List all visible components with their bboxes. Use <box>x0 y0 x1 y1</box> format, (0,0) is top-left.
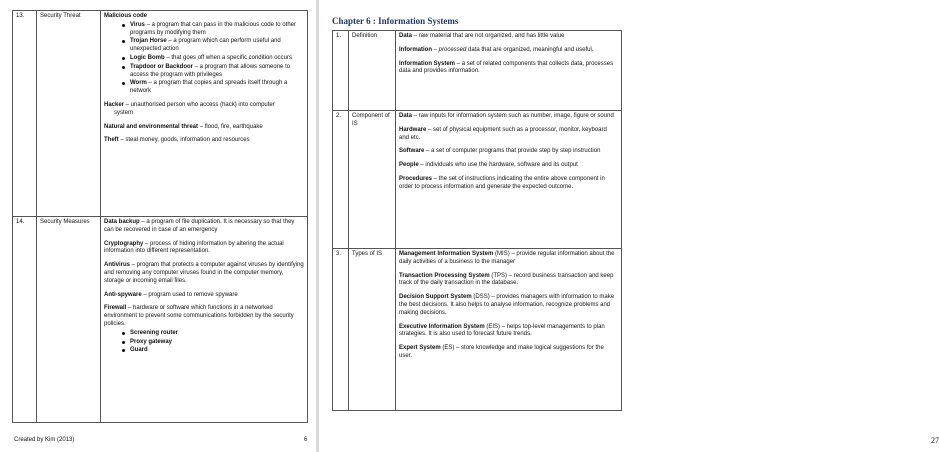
paragraph: Procedures – the set of instructions indicating the entire above component in order to process information and generate the expected outcome. <box>399 175 605 190</box>
paragraph: Hardware – set of physical equipment such as a processor, monitor, keyboard and etc. <box>399 126 607 141</box>
table-row <box>333 31 622 111</box>
table-row <box>13 217 308 423</box>
right-page <box>319 0 939 452</box>
bullet-icon <box>122 332 125 335</box>
bullet-icon <box>122 40 125 43</box>
row-number: 14. <box>13 217 37 423</box>
chapter-title: Chapter 6 : Information Systems <box>332 16 459 26</box>
bullet-icon <box>122 341 125 344</box>
paragraph: Software – a set of computer programs that provide step by step instruction <box>399 148 601 155</box>
row-number: 13. <box>13 11 37 217</box>
row-number: 3. <box>333 249 349 411</box>
paragraph: Expert System (ES) – store knowledge and make logical suggestions for the user. <box>399 345 604 359</box>
page-number: 27 <box>931 436 939 445</box>
list-item: Trojan Horse – a program which can perform useful and unexpected action <box>114 38 304 54</box>
threat-list <box>114 22 304 96</box>
bullet-icon <box>122 82 125 85</box>
row-label: Definition <box>349 31 396 111</box>
paragraph: Anti-spyware – program used to remove spyware <box>104 291 238 298</box>
paragraph: Cryptography – process of hiding information by altering the actual information into different representation. <box>104 240 284 255</box>
paragraph: Theft – steal money, goods, information and resources <box>104 137 250 144</box>
paragraph: Management Information System (MIS) – provide regular information about the daily activities of a business to the manager <box>399 251 615 265</box>
table-row <box>333 249 622 411</box>
row-label: Component of IS <box>349 111 396 249</box>
is-table <box>332 30 622 411</box>
page-number: 6 <box>304 437 308 443</box>
paragraph: Data backup – a program of file duplication. It is necessary so that they can be recovered in case of an emergency <box>104 219 295 233</box>
bullet-icon <box>122 66 125 69</box>
row-content <box>101 217 308 423</box>
heading: Malicious code <box>104 13 148 19</box>
list-item: Guard <box>114 347 304 355</box>
left-page <box>0 0 316 452</box>
list-item: Proxy gateway <box>114 339 304 347</box>
paragraph: Transaction Processing System (TPS) – record business transaction and keep track of the daily transaction in the database. <box>399 272 614 287</box>
bullet-icon <box>122 57 125 60</box>
bullet-icon <box>122 349 125 352</box>
paragraph: People – individuals who use the hardware, software and its output <box>399 162 578 169</box>
table-row <box>13 11 308 217</box>
paragraph: Executive Information System (EIS) – helps top-level managements to plan strategies. It is also used to forecast future trends. <box>399 323 605 338</box>
row-label: Security Measures <box>37 217 101 423</box>
row-number: 1. <box>333 31 349 111</box>
row-label: Security Threat <box>37 11 101 217</box>
list-item: Logic Bomb – that goes off when a specific condition occurs <box>114 55 304 63</box>
paragraph: Information System – a set of related components that collects data, processes data and provides information. <box>399 60 614 75</box>
row-number: 2. <box>333 111 349 249</box>
list-item: Virus – a program that can pass in the malicious code to other programs by modifying them <box>114 22 304 38</box>
paragraph: Decision Support System (DSS) – provides managers with information to make the best decisions. It also helps to analyse information, recognize problems and making decisions. <box>399 294 615 316</box>
row-content <box>101 11 308 217</box>
row-content <box>396 111 622 249</box>
paragraph: Data – raw material that are not organized, and has little value <box>399 33 565 39</box>
paragraph: Antivirus – program that protects a computer against viruses by identifying and removing any computer viruses found in the computer memory, storage or incoming email files. <box>104 262 304 284</box>
list-item: Screening router <box>114 330 304 338</box>
security-table <box>12 10 308 423</box>
row-label: Types of IS <box>349 249 396 411</box>
paragraph: Firewall – hardware or software which functions in a networked environment to prevent some communications forbidden by the security policies. <box>104 305 294 327</box>
list-item: Worm – a program that copies and spreads itself through a network <box>114 80 304 96</box>
paragraph: Natural and environmental threat – flood, fire, earthquake <box>104 123 263 130</box>
paragraph: Hacker – unauthorised person who access (hack) into computer system <box>104 101 275 116</box>
row-content <box>396 31 622 111</box>
firewall-list <box>114 330 304 355</box>
table-row <box>333 111 622 249</box>
row-content <box>396 249 622 411</box>
paragraph: Data – raw inputs for information system such as number, image, figure or sound <box>399 113 614 119</box>
footer-credit: Created by Kim (2013) <box>14 437 75 443</box>
paragraph: Information – processed data that are organized, meaningful and useful. <box>399 46 594 53</box>
list-item: Trapdoor or Backdoor – a program that allows someone to access the program with privileges <box>114 64 304 80</box>
bullet-icon <box>122 24 125 27</box>
